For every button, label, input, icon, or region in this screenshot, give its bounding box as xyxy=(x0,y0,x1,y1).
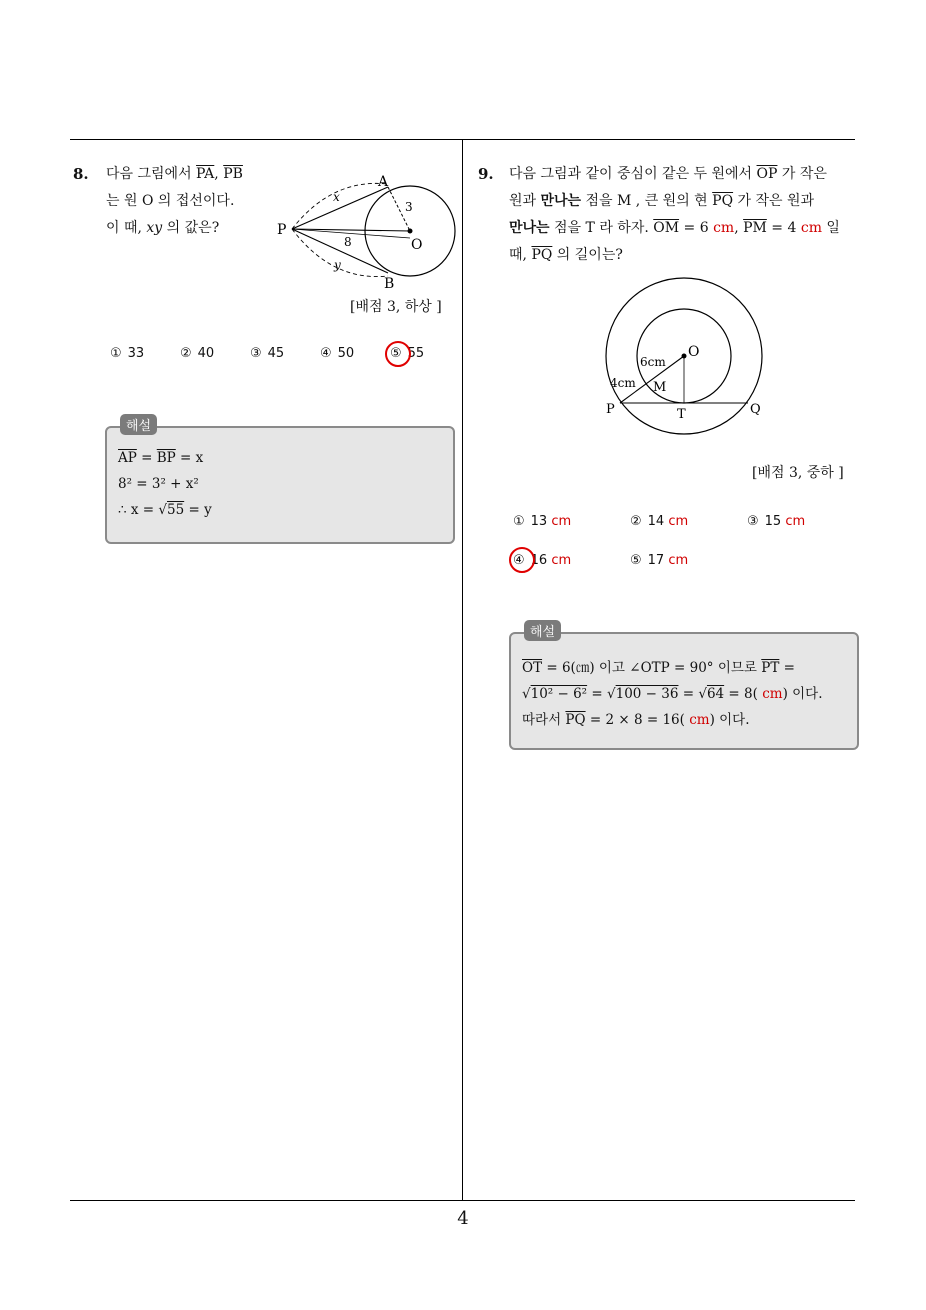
q8-figure xyxy=(272,170,462,292)
q9-solution-tag: 해설 xyxy=(524,620,561,641)
label-a: A xyxy=(378,174,389,190)
tangent-pa xyxy=(292,187,388,229)
q9-solution-line2: √10² − 6² = √100 − 36 = √64 = 8( cm) 이다. xyxy=(522,686,823,702)
q9-choice-2[interactable]: ② 14 cm xyxy=(630,514,689,529)
q8-choice-1[interactable]: ① 33 xyxy=(110,346,145,361)
label-y: y xyxy=(334,258,341,272)
q9-stem xyxy=(509,161,840,269)
center-o-dot xyxy=(408,229,413,234)
q8-choice-3[interactable]: ③ 45 xyxy=(250,346,285,361)
q9-stem-line4: 때, $\overline{PQ}$ 의 길이는? xyxy=(509,247,623,263)
q8-choice-2[interactable]: ② 40 xyxy=(180,346,215,361)
q8-solution-line1: $\overline{AP} = \overline{BP} = x$ xyxy=(118,450,204,466)
label-t: T xyxy=(677,407,686,422)
label-pm-length: 4cm xyxy=(610,376,636,390)
segment-pa: $\overline{PA}$ xyxy=(196,166,215,182)
q9-stem-line1: 다음 그림과 같이 중심이 같은 두 원에서 $\overline{OP}$ 가 작은 xyxy=(509,166,827,182)
q9-stem-line3: 만나는 점을 T 라 하자. $\overline{OM} = 6$ cm, $\overline{PM} = 4$ cm 일 xyxy=(509,220,840,236)
q9-solution-line3: 따라서 $\overline{PQ} = 2 \times 8 = 16$( cm) 이다. xyxy=(522,712,750,728)
q8-solution-line3: ∴ x = √55 = y xyxy=(118,502,212,518)
q8-answer-circle-mark xyxy=(385,341,411,367)
q8-score-note: [배점 3, 하상 ] xyxy=(350,299,442,315)
bottom-rule xyxy=(70,1200,855,1201)
page-number: 4 xyxy=(457,1208,469,1229)
label-b: B xyxy=(384,276,395,292)
q9-stem-line2: 원과 만나는 점을 M , 큰 원의 현 $\overline{PQ}$ 가 작은 원과 xyxy=(509,193,815,209)
q9-choice-4[interactable]: ④ 16 cm xyxy=(513,553,572,568)
q9-score-note: [배점 3, 중하 ] xyxy=(752,465,844,481)
q9-solution-line1: $\overline{OT}$ = 6(㎝) 이고 ∠OTP = 90° 이므로 $\overline{PT}$ = xyxy=(522,660,795,676)
q8-stem-line3: 이 때, xy 의 값은? xyxy=(106,220,220,236)
label-m: M xyxy=(653,380,667,395)
label-po-length: 8 xyxy=(344,235,352,249)
q9-choice-5[interactable]: ⑤ 17 cm xyxy=(630,553,689,568)
q8-stem-line1: 다음 그림에서 $\overline{PA}$, $\overline{PB}$ xyxy=(106,166,243,182)
q9-choice-1[interactable]: ① 13 cm xyxy=(513,514,572,529)
center-o-dot xyxy=(682,354,687,359)
q8-stem xyxy=(106,161,243,242)
segment-pb: $\overline{PB}$ xyxy=(223,166,243,182)
q8-stem-line2: 는 원 O 의 접선이다. xyxy=(106,193,235,209)
q8-number: 8. xyxy=(73,165,89,183)
label-p: P xyxy=(606,402,615,417)
label-om-length: 6cm xyxy=(640,355,666,369)
q8-solution-line2: 8² = 3² + x² xyxy=(118,476,199,492)
q8-choice-4[interactable]: ④ 50 xyxy=(320,346,355,361)
label-o: O xyxy=(411,237,423,253)
q8-choice-5[interactable]: ⑤ 55 xyxy=(390,346,425,361)
q8-solution-tag: 해설 xyxy=(120,414,157,435)
label-p: P xyxy=(277,222,287,238)
label-radius: 3 xyxy=(405,200,413,214)
label-x: x xyxy=(333,190,340,204)
q9-figure xyxy=(598,276,778,441)
q9-choice-3[interactable]: ③ 15 cm xyxy=(747,514,806,529)
column-divider xyxy=(462,139,463,1201)
q9-number: 9. xyxy=(478,165,494,183)
label-o: O xyxy=(688,344,700,360)
label-q: Q xyxy=(750,402,761,417)
q9-answer-circle-mark xyxy=(509,547,535,573)
